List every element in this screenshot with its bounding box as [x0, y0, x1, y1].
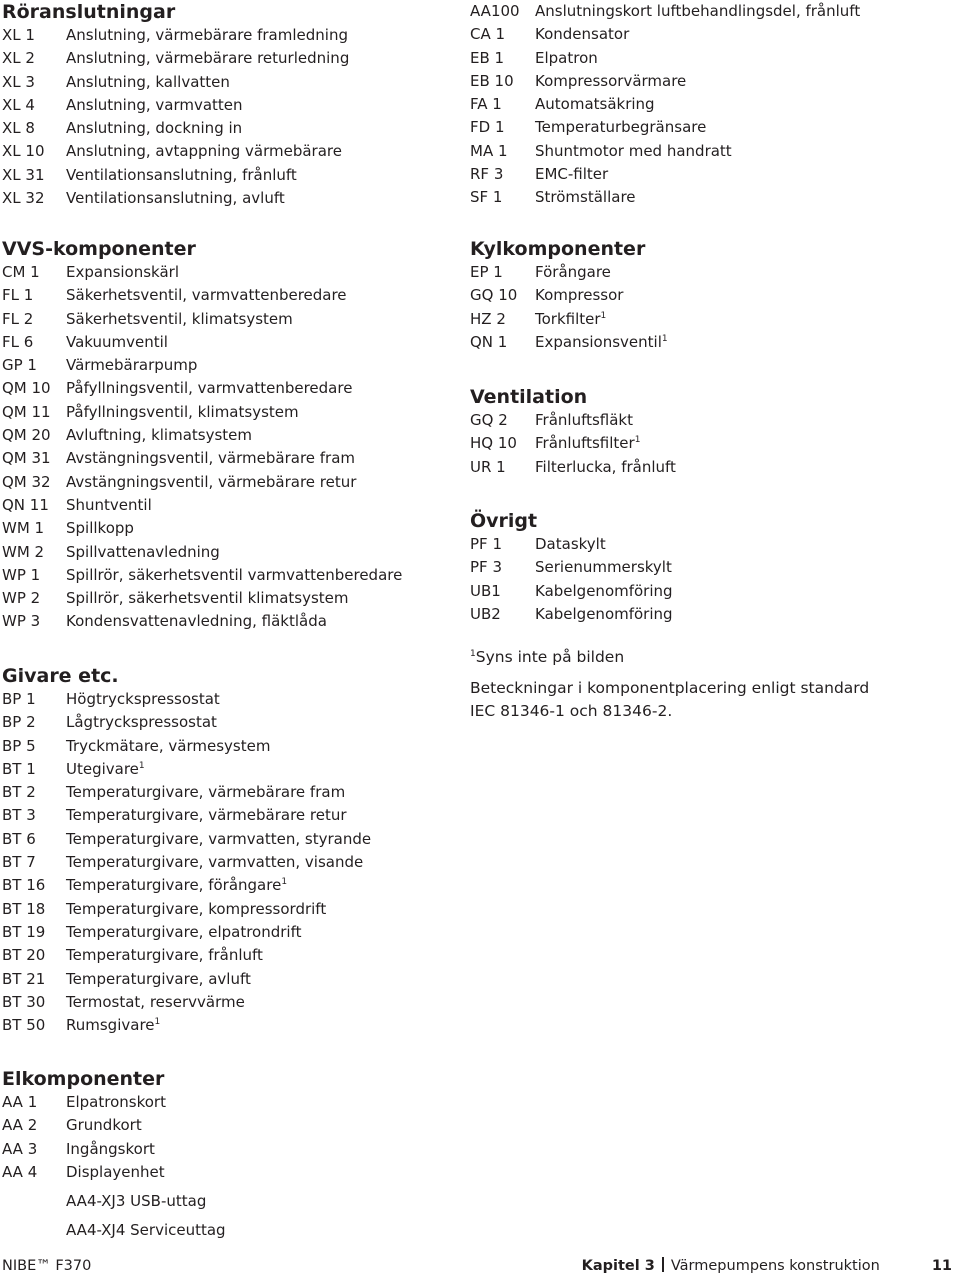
- component-row: [470, 409, 633, 432]
- description-text: Utegivare: [66, 759, 139, 778]
- description-text: Automatsäkring: [535, 95, 655, 114]
- component-description: [66, 1114, 142, 1137]
- component-code: UB2: [470, 604, 501, 623]
- component-description: [535, 409, 633, 432]
- component-description: [535, 603, 673, 626]
- chapter-title: Värmepumpens konstruktion: [670, 1258, 880, 1274]
- description-text: Elpatronskort: [66, 1093, 166, 1111]
- component-code: XL 31: [2, 165, 45, 184]
- component-row: [2, 354, 196, 377]
- component-row: [470, 580, 673, 603]
- component-code: PF 3: [470, 558, 502, 577]
- component-description: [535, 308, 606, 331]
- description-text: Ventilationsanslutning, avluft: [66, 189, 285, 208]
- description-text: Temperaturgivare, elpatrondrift: [66, 922, 302, 941]
- description-text: Kabelgenomföring: [535, 581, 673, 600]
- component-code: QN 11: [2, 495, 49, 514]
- component-code: BP 1: [2, 690, 36, 708]
- footer-brand: NIBE™ F370: [2, 1258, 92, 1274]
- section-kylkomponenter: [470, 237, 668, 354]
- section-heading: VVS-komponenter: [2, 238, 196, 260]
- footnote: [470, 646, 930, 669]
- component-description: [535, 47, 598, 70]
- component-description: [66, 804, 347, 827]
- page-number: 11: [931, 1258, 952, 1274]
- description-text: Ingångskort: [66, 1139, 155, 1158]
- component-description: [66, 1138, 155, 1161]
- description-text: Säkerhetsventil, varmvattenberedare: [66, 286, 347, 305]
- component-description: [535, 580, 673, 603]
- component-description: [535, 23, 629, 46]
- component-code: AA 3: [2, 1139, 38, 1158]
- description-text: Avstängningsventil, värmebärare fram: [66, 449, 356, 468]
- component-description: [535, 432, 640, 455]
- component-code: AA 4: [2, 1162, 38, 1181]
- component-code: BT 1: [2, 759, 36, 778]
- component-code: AA100: [470, 2, 520, 20]
- component-row: [2, 47, 350, 70]
- component-code: QM 10: [2, 379, 51, 398]
- component-code: BT 3: [2, 806, 36, 825]
- component-code: BT 6: [2, 829, 36, 848]
- component-row: [2, 610, 327, 633]
- component-row: [2, 968, 251, 991]
- component-row: [2, 24, 348, 47]
- component-code: EB 1: [470, 48, 505, 67]
- description-text: Temperaturbegränsare: [535, 118, 707, 137]
- description-text: Kabelgenomföring: [535, 604, 673, 623]
- component-description: [535, 116, 706, 139]
- component-description: [66, 1014, 160, 1037]
- component-description: [66, 921, 301, 944]
- component-code: QM 11: [2, 402, 51, 421]
- component-code: MA 1: [470, 141, 508, 160]
- component-code: FA 1: [470, 95, 502, 114]
- component-description: [535, 186, 636, 209]
- description-text: Anslutning, dockning in: [66, 119, 243, 138]
- component-row: [2, 711, 217, 734]
- description-text: Anslutning, varmvatten: [66, 95, 243, 114]
- component-code: FL 6: [2, 332, 34, 351]
- component-code: HZ 2: [470, 309, 506, 328]
- description-text: Anslutning, kallvatten: [66, 72, 230, 91]
- component-description: [535, 556, 672, 579]
- component-row: [2, 401, 299, 424]
- component-description: [535, 533, 606, 556]
- sub-component-text: AA4-XJ3 USB-uttag: [66, 1192, 207, 1211]
- component-row: [2, 1138, 164, 1161]
- component-description: [66, 424, 252, 447]
- component-description: [66, 781, 345, 804]
- component-code: XL 10: [2, 142, 45, 161]
- component-code: SF 1: [470, 188, 503, 207]
- component-row: [2, 471, 357, 494]
- description-text: Vakuumventil: [66, 332, 168, 351]
- description-text: Elpatron: [535, 48, 598, 67]
- component-row: [2, 94, 243, 117]
- component-description: [535, 70, 686, 93]
- description-text: Temperaturgivare, förångare: [66, 876, 282, 895]
- description-text: Anslutning, avtappning värmebärare: [66, 142, 342, 161]
- component-description: [66, 898, 326, 921]
- component-row: [2, 494, 196, 517]
- component-description: [535, 0, 860, 23]
- component-description: [66, 1091, 166, 1114]
- section-roranslutningar: [2, 0, 350, 210]
- component-code: CM 1: [2, 263, 40, 281]
- component-code: BT 2: [2, 783, 36, 802]
- component-code: XL 32: [2, 189, 45, 208]
- component-code: XL 3: [2, 72, 35, 91]
- component-row: [470, 533, 606, 556]
- description-text: Tryckmätare, värmesystem: [66, 736, 271, 755]
- component-description: [66, 24, 348, 47]
- component-description: [66, 140, 342, 163]
- description-text: Kompressor: [535, 286, 624, 305]
- component-description: [66, 735, 270, 758]
- description-text: Expansionskärl: [66, 263, 180, 281]
- component-code: QM 32: [2, 472, 51, 491]
- component-code: XL 8: [2, 119, 35, 138]
- description-text: Dataskylt: [535, 535, 606, 553]
- component-code: BP 2: [2, 713, 36, 732]
- component-code: GQ 2: [470, 411, 508, 429]
- chapter-label: Kapitel 3: [581, 1258, 655, 1274]
- component-row: [2, 874, 288, 897]
- component-description: [535, 163, 608, 186]
- footer-chapter: [582, 1256, 952, 1276]
- description-text: Shuntventil: [66, 495, 152, 514]
- description-text: Frånluftsfilter: [535, 434, 635, 453]
- component-description: [535, 331, 668, 354]
- description-text: Temperaturgivare, varmvatten, styrande: [66, 829, 372, 848]
- component-row: [2, 991, 245, 1014]
- description-text: Kompressorvärmare: [535, 71, 687, 90]
- component-description: [66, 164, 297, 187]
- component-description: [66, 494, 152, 517]
- component-description: [66, 331, 168, 354]
- component-description: [66, 71, 230, 94]
- component-row: [2, 898, 327, 921]
- component-code: HQ 10: [470, 434, 517, 453]
- description-text: Temperaturgivare, varmvatten, visande: [66, 853, 364, 872]
- component-code: QN 1: [470, 332, 508, 351]
- description-text: Spillvattenavledning: [66, 542, 220, 561]
- component-code: GQ 10: [470, 286, 518, 305]
- component-description: [535, 284, 623, 307]
- component-row: [2, 541, 220, 564]
- component-row: [2, 1091, 164, 1114]
- description-text: EMC-filter: [535, 165, 609, 184]
- component-row: [470, 556, 672, 579]
- component-description: [535, 456, 676, 479]
- component-code: EB 10: [470, 71, 514, 90]
- component-description: [66, 688, 220, 711]
- component-code: XL 1: [2, 26, 35, 44]
- component-row: [2, 804, 347, 827]
- component-code: BT 19: [2, 922, 46, 941]
- standard-note: Beteckningar i komponentplacering enligt standard IEC 81346-1 och 81346-2.: [470, 679, 870, 720]
- component-description: [66, 541, 220, 564]
- component-code: BT 18: [2, 899, 46, 918]
- component-code: CA 1: [470, 25, 506, 44]
- section-ventilation: [470, 385, 676, 479]
- description-text: Grundkort: [66, 1116, 142, 1135]
- component-code: BT 7: [2, 853, 36, 872]
- component-code: EP 1: [470, 263, 503, 281]
- description-text: Kondensvattenavledning, fläktlåda: [66, 612, 327, 631]
- component-row: [2, 921, 302, 944]
- component-row: [2, 1014, 161, 1037]
- component-code: GP 1: [2, 356, 37, 375]
- section-heading: Elkomponenter: [2, 1068, 165, 1090]
- component-row: [2, 284, 347, 307]
- footnote-reference: 1: [661, 333, 668, 344]
- component-code: XL 4: [2, 95, 35, 114]
- component-description: [535, 93, 655, 116]
- description-text: Förångare: [535, 263, 611, 281]
- component-row: [2, 1161, 164, 1184]
- component-description: [66, 447, 355, 470]
- component-row: [2, 517, 196, 540]
- description-text: Temperaturgivare, avluft: [66, 969, 251, 988]
- component-row: [2, 308, 293, 331]
- component-row: [470, 603, 673, 626]
- footnote-mark: 1: [470, 648, 476, 659]
- component-description: [66, 610, 327, 633]
- description-text: Anslutning, värmebärare framledning: [66, 26, 348, 44]
- component-description: [66, 117, 242, 140]
- component-description: [66, 944, 263, 967]
- description-text: Termostat, reservvärme: [66, 992, 245, 1011]
- component-description: [66, 587, 349, 610]
- component-row: [470, 331, 668, 354]
- footnote-reference: 1: [281, 877, 288, 888]
- footnote-reference: 1: [154, 1017, 161, 1028]
- component-row: [2, 377, 353, 400]
- component-row: [2, 688, 220, 711]
- description-text: Högtryckspressostat: [66, 690, 220, 708]
- description-text: Temperaturgivare, kompressordrift: [66, 899, 327, 918]
- component-code: FD 1: [470, 118, 505, 137]
- section-heading: Röranslutningar: [2, 1, 176, 23]
- component-row: [470, 308, 645, 331]
- description-text: Frånluftsfläkt: [535, 411, 633, 429]
- component-description: [66, 401, 299, 424]
- component-code: AA 1: [2, 1093, 38, 1111]
- description-text: Avluftning, klimatsystem: [66, 426, 253, 445]
- section-vvs-komponenter: [2, 237, 403, 634]
- component-row: [2, 117, 243, 140]
- component-description: [66, 851, 363, 874]
- component-row: [2, 735, 271, 758]
- component-code: BT 21: [2, 969, 46, 988]
- component-code: WP 1: [2, 565, 41, 584]
- description-text: Serienummerskylt: [535, 558, 672, 577]
- component-row: [2, 1114, 164, 1137]
- component-row: [470, 456, 676, 479]
- component-row: [2, 944, 263, 967]
- component-row: [2, 447, 356, 470]
- description-text: Shuntmotor med handratt: [535, 141, 732, 160]
- component-description: [66, 377, 352, 400]
- component-description: [66, 968, 251, 991]
- component-description: [66, 94, 243, 117]
- section-heading: Kylkomponenter: [470, 238, 646, 260]
- footnote-reference: 1: [138, 760, 145, 771]
- component-code: UR 1: [470, 457, 506, 476]
- description-text: Displayenhet: [66, 1162, 165, 1181]
- footnote-reference: 1: [634, 435, 641, 446]
- component-row: [2, 781, 346, 804]
- component-row: [2, 164, 297, 187]
- component-code: RF 3: [470, 165, 504, 184]
- description-text: Spillkopp: [66, 519, 134, 538]
- section-elkomponenter: [2, 1067, 226, 1243]
- component-code: BP 5: [2, 736, 36, 755]
- component-code: FL 1: [2, 286, 34, 305]
- description-text: Anslutningskort luftbehandlingsdel, frånluft: [535, 2, 861, 20]
- sub-component-row: [2, 1190, 207, 1213]
- description-text: Avstängningsventil, värmebärare retur: [66, 472, 357, 491]
- component-row: [2, 187, 285, 210]
- component-code: QM 31: [2, 449, 51, 468]
- component-description: [66, 308, 293, 331]
- sub-component-row: [2, 1219, 226, 1242]
- description-text: Ventilationsanslutning, frånluft: [66, 165, 297, 184]
- component-row: [2, 424, 253, 447]
- component-row: [2, 140, 342, 163]
- component-row: [2, 851, 364, 874]
- component-code: BT 30: [2, 992, 46, 1011]
- component-code: XL 2: [2, 49, 35, 68]
- component-row: [2, 828, 372, 851]
- component-code: AA 2: [2, 1116, 38, 1135]
- component-description: [66, 564, 402, 587]
- description-text: Kondensator: [535, 25, 630, 44]
- component-code: WP 3: [2, 612, 41, 631]
- component-row: [2, 564, 403, 587]
- description-text: Expansionsventil: [535, 332, 662, 351]
- section-heading: Övrigt: [470, 510, 538, 532]
- component-description: [66, 991, 245, 1014]
- component-code: QM 20: [2, 426, 51, 445]
- description-text: Lågtryckspressostat: [66, 713, 217, 732]
- description-text: Anslutning, värmebärare returledning: [66, 49, 350, 68]
- description-text: Rumsgivare: [66, 1016, 155, 1035]
- component-description: [535, 140, 732, 163]
- component-row: [470, 284, 645, 307]
- component-description: [66, 47, 349, 70]
- footnote-reference: 1: [600, 310, 607, 321]
- description-text: Torkfilter: [535, 309, 601, 328]
- component-code: UB1: [470, 581, 501, 600]
- component-row: [2, 261, 196, 284]
- component-code: BT 16: [2, 876, 46, 895]
- section-heading: Ventilation: [470, 386, 588, 408]
- component-description: [66, 517, 134, 540]
- description-text: Värmebärarpump: [66, 356, 198, 375]
- component-code: WM 1: [2, 519, 45, 538]
- component-row: [470, 261, 645, 284]
- component-row: [2, 331, 196, 354]
- section-heading: Givare etc.: [2, 665, 119, 687]
- component-row: [470, 432, 641, 455]
- component-description: [66, 354, 197, 377]
- description-text: Påfyllningsventil, klimatsystem: [66, 402, 299, 421]
- component-code: WM 2: [2, 542, 45, 561]
- component-row: [2, 758, 145, 781]
- component-code: WP 2: [2, 589, 41, 608]
- component-code: BT 50: [2, 1016, 46, 1035]
- description-text: Temperaturgivare, frånluft: [66, 946, 263, 965]
- description-text: Strömställare: [535, 188, 636, 207]
- section-givare: [2, 664, 372, 1037]
- sub-component-text: AA4-XJ4 Serviceuttag: [66, 1221, 226, 1240]
- description-text: Säkerhetsventil, klimatsystem: [66, 309, 293, 328]
- component-description: [66, 711, 217, 734]
- section-ovrigt: [470, 509, 673, 626]
- component-description: [66, 471, 356, 494]
- component-description: [66, 874, 287, 897]
- component-description: [66, 261, 179, 284]
- component-description: [535, 261, 611, 284]
- component-row: [2, 587, 349, 610]
- component-description: [66, 1161, 165, 1184]
- component-row: [2, 71, 230, 94]
- component-description: [66, 284, 347, 307]
- component-description: [66, 187, 285, 210]
- description-text: Spillrör, säkerhetsventil klimatsystem: [66, 589, 349, 608]
- component-description: [66, 828, 371, 851]
- description-text: Påfyllningsventil, varmvattenberedare: [66, 379, 353, 398]
- component-code: PF 1: [470, 535, 502, 553]
- component-code: FL 2: [2, 309, 34, 328]
- description-text: Temperaturgivare, värmebärare fram: [66, 783, 346, 802]
- component-description: [66, 758, 145, 781]
- description-text: Filterlucka, frånluft: [535, 457, 676, 476]
- footnote-text: Syns inte på bilden: [475, 648, 625, 666]
- description-text: Spillrör, säkerhetsventil varmvattenberedare: [66, 565, 403, 584]
- component-code: BT 20: [2, 946, 46, 965]
- description-text: Temperaturgivare, värmebärare retur: [66, 806, 347, 825]
- separator-bar: [662, 1257, 664, 1272]
